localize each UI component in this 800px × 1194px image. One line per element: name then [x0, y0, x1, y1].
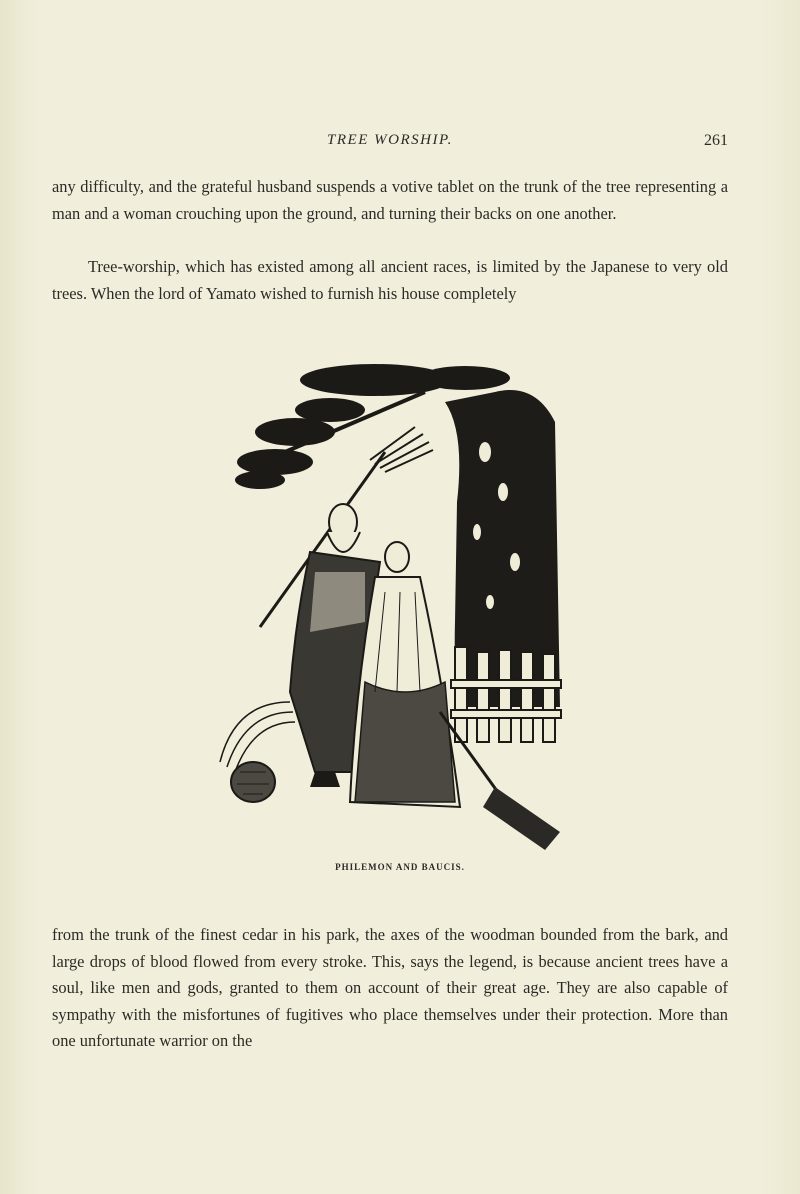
paragraph-3: from the trunk of the finest cedar in his park, the axes of the woodman bounded from the bark, and large drops of blood flowed from every stroke. This, says the legend, is because ancient trees have a soul, like men and gods, granted to them on account of their great age. They are also capable of sympathy with the misfortunes of fugitives who place themselves under their protection. More than one unfortunate warrior on the [52, 925, 728, 1050]
running-head [52, 132, 728, 154]
page-number: 261 [704, 132, 728, 149]
illustration-philemon-and-baucis [215, 362, 565, 852]
running-title: TREE WORSHIP. [327, 132, 453, 148]
fence [451, 647, 561, 742]
paragraph-1: any difficulty, and the grateful husband suspends a votive tablet on the trunk of the tree representing a man and a woman crouching upon the ground, and turning their backs on one another. [52, 177, 728, 223]
paragraph-2: Tree-worship, which has existed among all ancient races, is limited by the Japanese to very old trees. When the lord of Yamato wished to furnish his house completely [52, 257, 728, 303]
figure-caption: PHILEMON AND BAUCIS. [335, 862, 465, 872]
tortoise [220, 702, 295, 802]
